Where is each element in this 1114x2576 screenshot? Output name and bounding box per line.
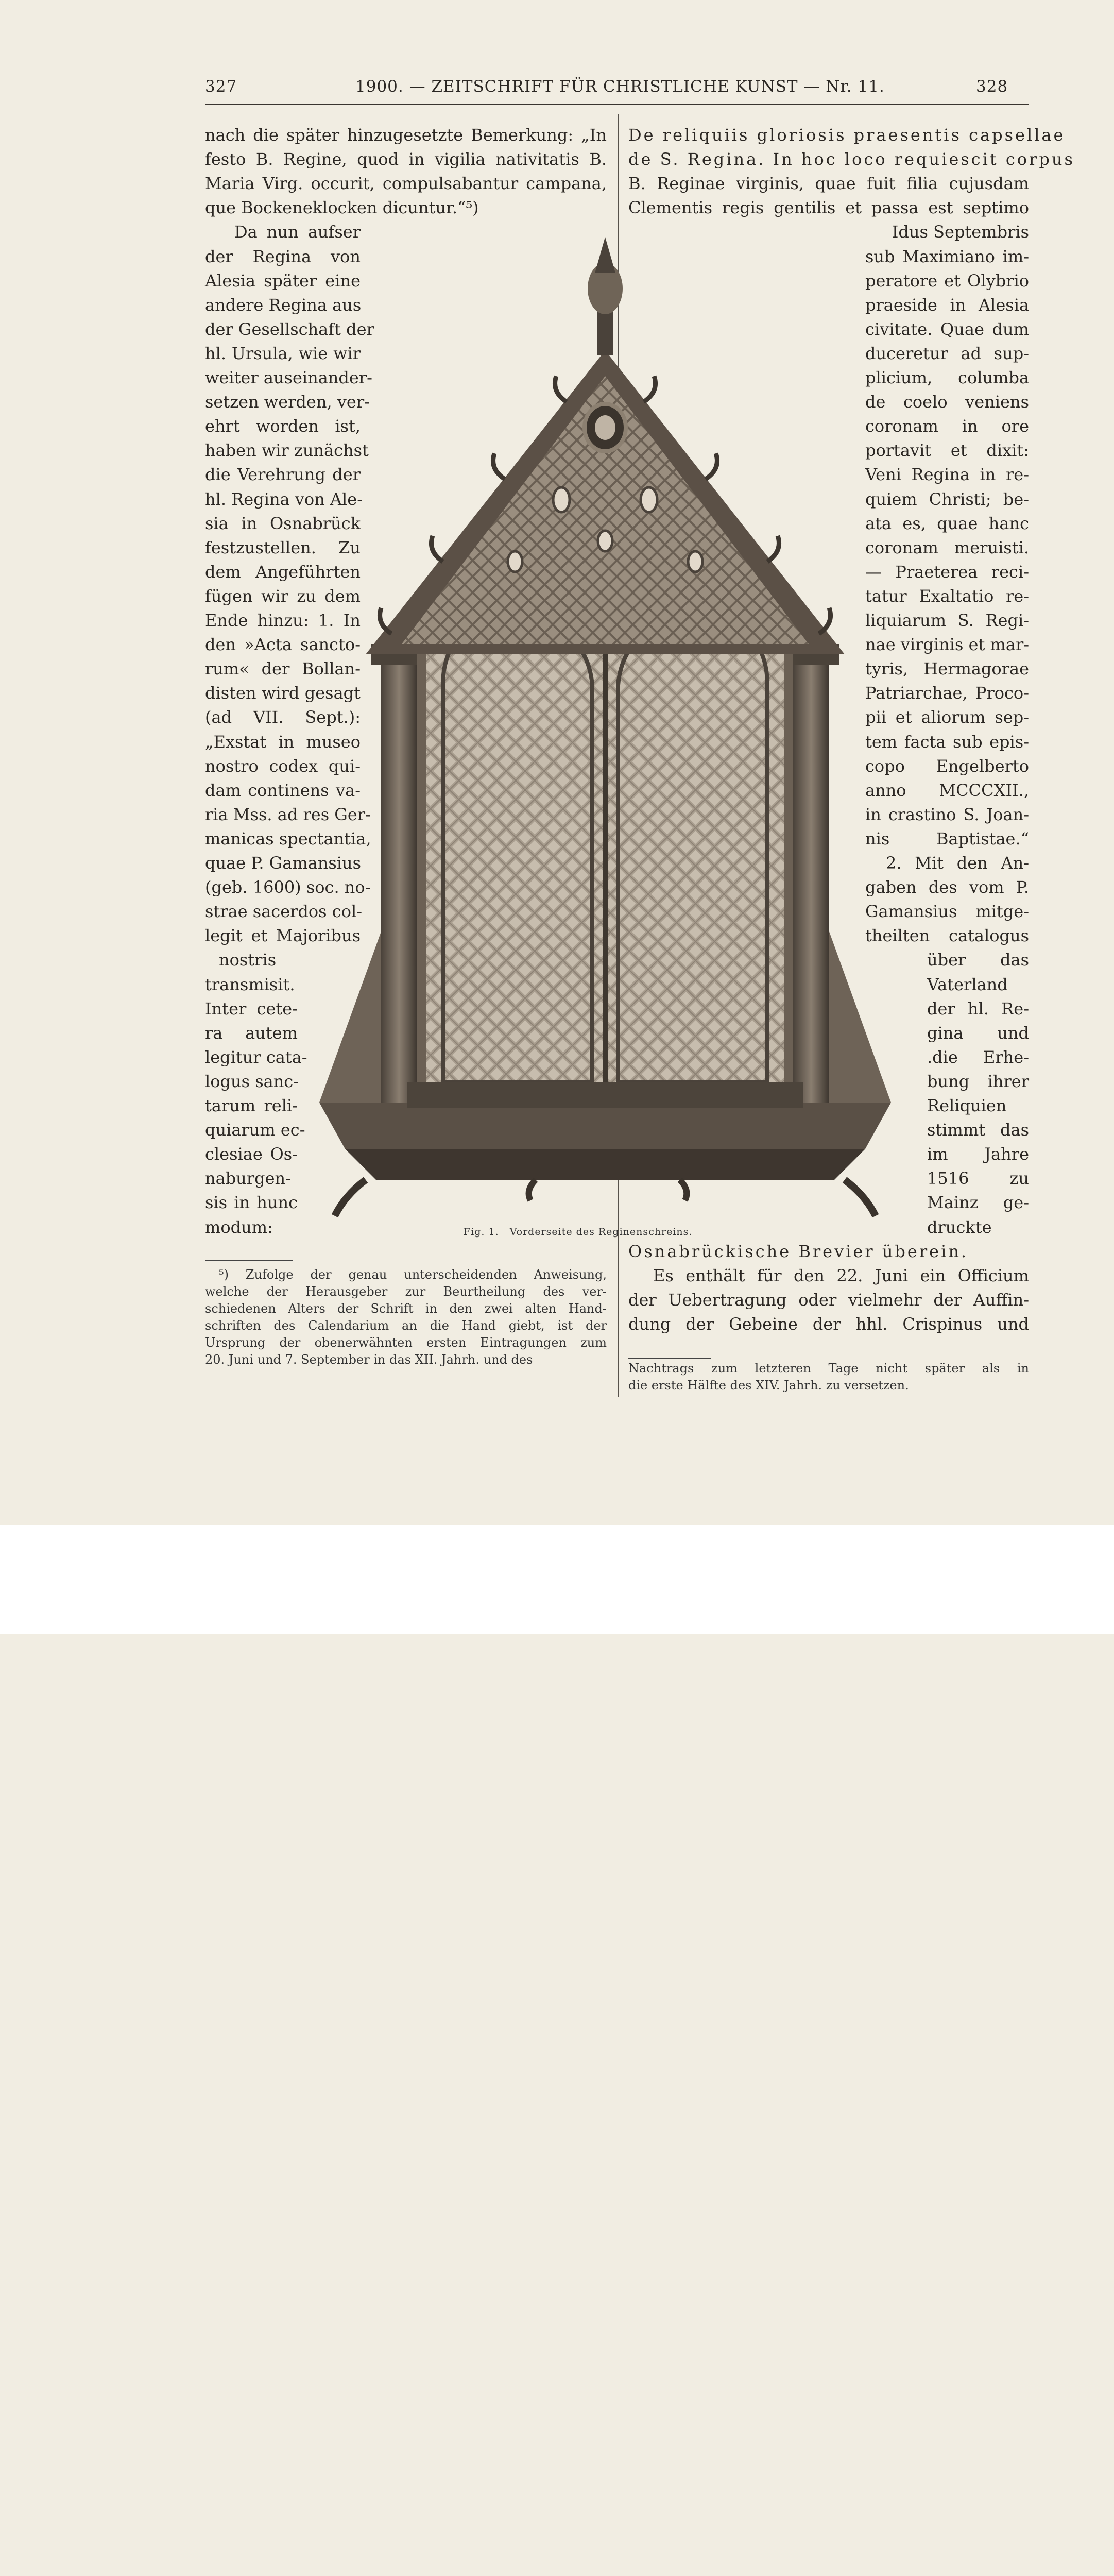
left-col-line: der Regina von <box>205 246 361 266</box>
left-col-line: festzustellen. Zu <box>205 537 361 557</box>
right-col-line: duceretur ad sup- <box>865 343 1029 363</box>
footnote-right-line: Nachtrags zum letzteren Tage nicht später als in <box>628 1361 1029 1376</box>
shrine-illustration <box>288 232 922 1221</box>
left-col-line: setzen werden, ver- <box>205 392 370 412</box>
right-col-line: ata es, quae hanc <box>865 513 1029 533</box>
left-col-line: sis in hunc <box>205 1193 298 1213</box>
running-title: 1900. — ZEITSCHRIFT FÜR CHRISTLICHE KUNST — Nr. 11. <box>355 77 885 96</box>
left-col-line: rum« der Bollan- <box>205 659 361 679</box>
figure-number: Fig. 1. <box>464 1226 499 1238</box>
left-col-line: haben wir zunächst <box>205 440 369 461</box>
left-col-line: fügen wir zu dem <box>205 586 361 606</box>
header-rule <box>205 104 1029 105</box>
right-col-line: coronam in ore <box>865 416 1029 436</box>
left-col-line: manicas spectantia, <box>205 828 371 849</box>
footnote-left-line: ⁵) Zufolge der genau unterscheidenden Anweisung, <box>219 1267 607 1282</box>
left-col-line: logus sanc- <box>205 1071 299 1091</box>
left-col-line: que Bockeneklocken dicuntur.“⁵) <box>205 198 479 218</box>
right-col-line: bung ihrer <box>927 1071 1029 1091</box>
right-col-line: Es enthält für den 22. Juni ein Officium <box>653 1265 1029 1285</box>
footnote-rule-left <box>205 1260 293 1261</box>
right-col-line: de coelo veniens <box>865 392 1029 412</box>
left-col-line: legit et Majoribus <box>205 926 361 946</box>
right-col-line: peratore et Olybrio <box>865 270 1029 291</box>
left-col-line: nostris <box>219 950 277 970</box>
right-col-line: nae virginis et mar- <box>865 635 1030 655</box>
right-col-line: civitate. Quae dum <box>865 319 1029 339</box>
right-col-line: quiem Christi; be- <box>865 489 1029 509</box>
right-col-line: portavit et dixit: <box>865 440 1029 461</box>
right-col-line: im Jahre <box>927 1144 1029 1164</box>
right-col-line: B. Reginae virginis, quae fuit filia cujusdam <box>628 174 1029 194</box>
right-col-line: .die Erhe- <box>927 1047 1029 1067</box>
left-col-line: ra autem <box>205 1023 298 1043</box>
right-col-line: Osnabrückische Brevier überein. <box>628 1241 969 1261</box>
right-col-line: De reliquiis gloriosis praesentis capsellae <box>628 125 1066 145</box>
right-col-line: Reliquien <box>927 1096 1007 1115</box>
right-col-line: nis Baptistae.“ <box>865 828 1029 849</box>
page-number-left: 327 <box>205 77 237 96</box>
right-col-line: — Praeterea reci- <box>865 562 1029 582</box>
left-col-line: Maria Virg. occurit, compulsabantur campana, <box>205 174 607 194</box>
left-col-line: transmisit. <box>205 974 295 994</box>
left-col-line: strae sacerdos col- <box>205 902 362 922</box>
right-col-line: anno MCCCXII., <box>865 780 1029 800</box>
left-col-line: nostro codex qui- <box>205 756 361 776</box>
left-col-line: festo B. Regine, quod in vigilia nativitatis B. <box>205 149 607 170</box>
left-col-line: hl. Ursula, wie wir <box>205 343 361 363</box>
right-col-line: Idus Septembris <box>892 222 1029 242</box>
right-col-line: Veni Regina in re- <box>865 465 1029 485</box>
left-col-line: disten wird gesagt <box>205 683 361 703</box>
right-col-line: dung der Gebeine der hhl. Crispinus und <box>628 1314 1029 1334</box>
right-col-line: der hl. Re- <box>927 998 1029 1019</box>
footnote-left-line: schiedenen Alters der Schrift in den zwei alten Hand- <box>205 1301 607 1316</box>
left-col-line: Ende hinzu: 1. In <box>205 611 361 630</box>
right-col-line: 2. Mit den An- <box>886 853 1029 873</box>
left-col-line: ehrt worden ist, <box>205 416 361 436</box>
left-col-line: Inter cete- <box>205 998 298 1019</box>
left-col-line: quae P. Gamansius <box>205 853 362 873</box>
right-col-line: tatur Exaltatio re- <box>865 586 1029 606</box>
left-col-line: legitur cata- <box>205 1047 307 1067</box>
right-col-line: Patriarchae, Proco- <box>865 683 1029 703</box>
left-col-line: andere Regina aus <box>205 295 362 315</box>
left-col-line: Da nun aufser <box>234 222 361 242</box>
left-col-line: sia in Osnabrück <box>205 513 361 533</box>
footnote-left-line: 20. Juni und 7. September in das XII. Jahrh. und des <box>205 1352 533 1367</box>
left-col-line: dam continens va- <box>205 780 361 800</box>
right-col-line: Mainz ge- <box>927 1193 1029 1213</box>
right-col-line: theilten catalogus <box>865 926 1029 946</box>
right-col-line: plicium, columba <box>865 368 1029 387</box>
right-col-line: Gamansius mitge- <box>865 902 1029 922</box>
right-col-line: Vaterland <box>927 974 1008 994</box>
left-col-line: nach die später hinzugesetzte Bemerkung: „In <box>205 125 607 145</box>
left-col-line: „Exstat in museo <box>205 732 361 752</box>
left-col-line: (ad VII. Sept.): <box>205 707 361 727</box>
right-col-line: coronam meruisti. <box>865 537 1029 557</box>
footnote-rule-right <box>628 1358 711 1359</box>
footnote-left-line: schriften des Calendarium an die Hand giebt, ist der <box>205 1318 607 1333</box>
right-col-line: Clementis regis gentilis et passa est septimo <box>628 198 1029 218</box>
left-col-line: naburgen- <box>205 1168 291 1189</box>
left-col-line: quiarum ec- <box>205 1120 305 1140</box>
right-col-line: pii et aliorum sep- <box>865 707 1029 727</box>
footnote-left-line: welche der Herausgeber zur Beurtheilung des ver- <box>205 1284 607 1299</box>
right-col-line: praeside in Alesia <box>865 295 1029 315</box>
left-col-line: die Verehrung der <box>205 465 361 485</box>
right-col-line: tyris, Hermagorae <box>865 659 1029 679</box>
left-col-line: der Gesellschaft der <box>205 319 374 339</box>
right-col-line: der Uebertragung oder vielmehr der Auffin- <box>628 1290 1029 1310</box>
right-col-line: 1516 zu <box>927 1168 1029 1189</box>
right-col-line: liquiarum S. Regi- <box>865 611 1029 630</box>
page-number-right: 328 <box>976 77 1008 96</box>
left-col-line: weiter auseinander- <box>205 368 372 387</box>
left-col-line: dem Angeführten <box>205 562 361 582</box>
left-col-line: tarum reli- <box>205 1096 298 1115</box>
left-col-line: ria Mss. ad res Ger- <box>205 804 371 824</box>
right-col-line: stimmt das <box>927 1120 1029 1140</box>
footnote-right-line: die erste Hälfte des XIV. Jahrh. zu versetzen. <box>628 1378 909 1393</box>
figure-caption-text: Vorderseite des Reginenschreins. <box>509 1226 693 1238</box>
right-col-line: de S. Regina. In hoc loco requiescit corpus <box>628 149 1075 170</box>
left-col-line: modum: <box>205 1217 273 1237</box>
right-col-line: druckte <box>927 1217 992 1237</box>
left-col-line: (geb. 1600) soc. no- <box>205 877 371 897</box>
right-col-line: in crastino S. Joan- <box>865 804 1029 824</box>
right-col-line: über das <box>927 950 1029 970</box>
right-col-line: gina und <box>927 1023 1029 1043</box>
left-col-line: hl. Regina von Ale- <box>205 489 363 509</box>
footnote-left-line: Ursprung der obenerwähnten ersten Eintragungen zum <box>205 1335 607 1350</box>
right-col-line: tem facta sub epis- <box>865 732 1029 752</box>
left-col-line: clesiae Os- <box>205 1144 298 1164</box>
shrine-drawing <box>288 232 922 1221</box>
right-col-line: gaben des vom P. <box>865 877 1029 897</box>
left-col-line: Alesia später eine <box>205 270 361 291</box>
footer-band <box>0 1525 1114 1634</box>
right-col-line: sub Maximiano im- <box>865 246 1029 266</box>
right-col-line: copo Engelberto <box>865 756 1029 776</box>
figure-caption <box>464 1226 834 1238</box>
left-col-line: den »Acta sancto- <box>205 635 361 655</box>
